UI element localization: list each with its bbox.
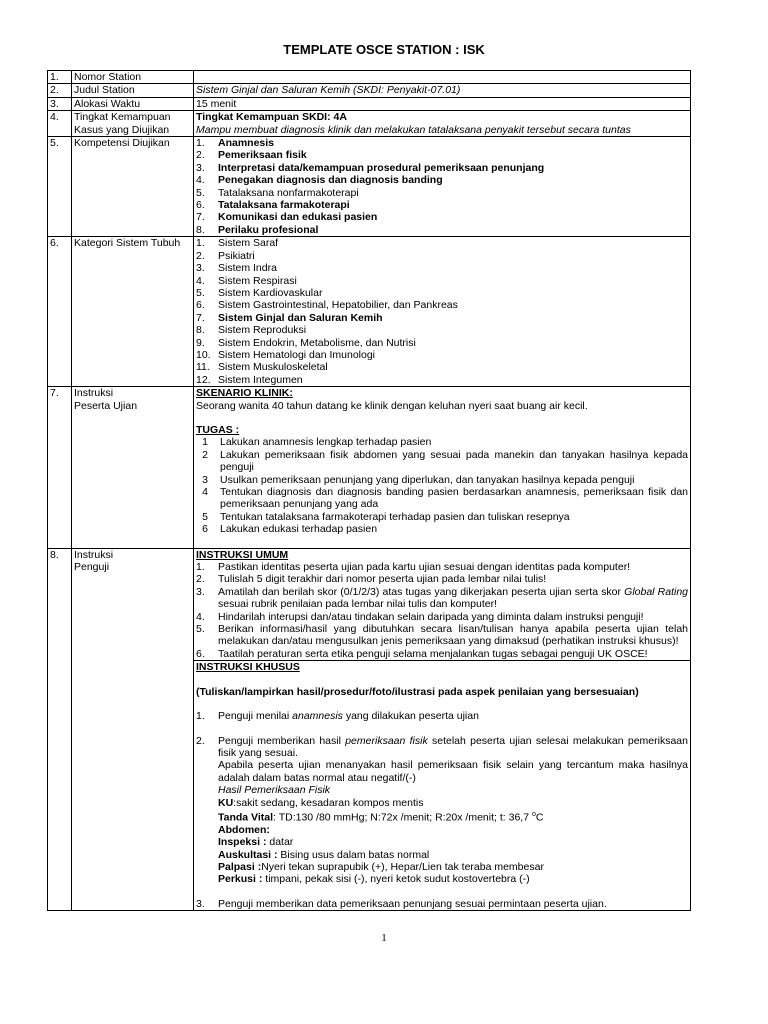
row-number: 8. xyxy=(48,548,72,911)
list-item xyxy=(196,250,688,262)
list-item xyxy=(196,337,688,349)
hasil-pemeriksaan-heading: Hasil Pemeriksaan Fisik xyxy=(218,784,331,797)
item-text: Penguji memberikan data pemeriksaan penunjang sesuai permintaan peserta ujian. xyxy=(218,897,607,910)
item-text-extra: Apabila peserta ujian menanyakan hasil pemeriksaan fisik selain yang tercantum maka hasilnya adalah dalam batas normal atau negatif/(-) xyxy=(218,759,688,784)
item-number: 5. xyxy=(196,623,205,636)
palpasi-line: Palpasi :Nyeri tekan suprapubik (+), Hepar/Lien tak teraba membesar xyxy=(218,861,544,874)
row-label-line2: Penguji xyxy=(74,561,110,574)
list-item xyxy=(196,211,688,223)
perkusi-line: Perkusi : timpani, pekak sisi (-), nyeri ketok sudut kostovertebra (-) xyxy=(218,873,530,886)
list-item xyxy=(196,361,688,373)
item-number: 8. xyxy=(196,223,205,236)
osce-station-table xyxy=(47,70,691,911)
item-number: 1. xyxy=(196,710,205,723)
list-item xyxy=(196,449,688,474)
item-number: 2 xyxy=(202,448,208,461)
row-number: 7. xyxy=(48,387,72,548)
page-number: 1 xyxy=(381,932,387,944)
list-item xyxy=(196,561,688,573)
item-number: 8. xyxy=(196,324,205,337)
item-number: 6 xyxy=(202,523,208,536)
item-number: 6. xyxy=(196,299,205,312)
list-item xyxy=(196,149,688,161)
item-text: Amatilah dan berilah skor (0/1/2/3) atas tugas yang dikerjakan peserta ujian serta skor Global Rating sesuai rubrik penilaian pada lembar nilai tulis dan komputer! xyxy=(218,585,688,611)
item-text: Sistem Hematologi dan Imunologi xyxy=(218,348,375,361)
item-number: 1 xyxy=(202,436,208,449)
list-item xyxy=(196,262,688,274)
table-row xyxy=(48,548,691,661)
list-item xyxy=(196,287,688,299)
list-item xyxy=(196,312,688,324)
list-item xyxy=(196,162,688,174)
row-number: 6. xyxy=(48,237,72,387)
item-text: Berikan informasi/hasil yang dibutuhkan secara lisan/tulisan hanya apabila peserta ujian telah melakukan dan/atau mengusulkan jenis pemeriksaan yang dimaksud (perhatikan instruksi khusus)! xyxy=(218,623,688,648)
item-text: Lakukan edukasi terhadap pasien xyxy=(220,523,378,536)
tugas-list xyxy=(196,436,688,535)
item-number: 3. xyxy=(196,585,205,598)
item-number: 7. xyxy=(196,311,205,324)
item-number: 2. xyxy=(196,573,205,586)
item-text: Psikiatri xyxy=(218,249,255,262)
item-number: 1. xyxy=(196,561,205,574)
item-text: Tatalaksana nonfarmakoterapi xyxy=(218,186,359,199)
item-text: Hindarilah interupsi dan/atau tindakan selain daripada yang diminta dalam instruksi penguji! xyxy=(218,610,644,623)
list-item xyxy=(196,586,688,611)
row-number: 3. xyxy=(48,97,72,110)
item-text: Sistem Ginjal dan Saluran Kemih xyxy=(218,311,383,324)
skdi-description: Mampu membuat diagnosis klinik dan melakukan tatalaksana penyakit tersebut secara tuntas xyxy=(196,123,631,136)
item-number: 5. xyxy=(196,286,205,299)
list-item xyxy=(196,511,688,523)
list-item xyxy=(196,275,688,287)
item-text: Tatalaksana farmakoterapi xyxy=(218,199,350,212)
skenario-heading: SKENARIO KLINIK: xyxy=(196,387,293,400)
item-number: 3. xyxy=(196,897,205,910)
table-row xyxy=(48,97,691,110)
row-value xyxy=(194,111,691,137)
item-text: Sistem Integumen xyxy=(218,373,303,386)
item-number: 4. xyxy=(196,274,205,287)
item-number: 6. xyxy=(196,647,205,660)
item-text: Sistem Saraf xyxy=(218,237,279,250)
row-number: 4. xyxy=(48,111,72,137)
item-number: 1. xyxy=(196,237,205,250)
list-item xyxy=(196,299,688,311)
item-text: Penegakan diagnosis dan diagnosis banding xyxy=(218,174,443,187)
row-number: 2. xyxy=(48,84,72,97)
item-text: Sistem Indra xyxy=(218,262,277,275)
list-item xyxy=(196,623,688,648)
list-item xyxy=(196,735,688,886)
item-number: 4 xyxy=(202,486,208,498)
row-label-line2: Peserta Ujian xyxy=(74,399,138,412)
item-text: Pemeriksaan fisik xyxy=(218,149,307,162)
kompetensi-list xyxy=(194,137,691,237)
row-label: Kategori Sistem Tubuh xyxy=(72,237,194,387)
item-number: 7. xyxy=(196,211,205,224)
item-text: Sistem Gastrointestinal, Hepatobilier, dan Pankreas xyxy=(218,299,458,312)
list-item xyxy=(196,237,688,249)
item-text: Komunikasi dan edukasi pasien xyxy=(218,211,378,224)
abdomen-heading: Abdomen: xyxy=(218,823,270,836)
table-row xyxy=(48,137,691,237)
item-number: 2. xyxy=(196,249,205,262)
row-label xyxy=(72,548,194,911)
row-label xyxy=(72,387,194,548)
list-item xyxy=(196,898,688,910)
list-item xyxy=(196,174,688,186)
instruksi-umum-cell xyxy=(194,548,691,661)
item-text: Anamnesis xyxy=(218,137,275,150)
instruksi-umum-heading: INSTRUKSI UMUM xyxy=(196,548,289,561)
row-label-line1: Instruksi xyxy=(74,548,114,561)
item-number: 5. xyxy=(196,186,205,199)
table-row xyxy=(48,387,691,548)
item-text: Sistem Endokrin, Metabolisme, dan Nutrisi xyxy=(218,336,416,349)
list-item xyxy=(196,349,688,361)
item-number: 2. xyxy=(196,734,205,747)
tugas-heading: TUGAS : xyxy=(196,423,240,436)
item-text: Lakukan anamnesis lengkap terhadap pasien xyxy=(220,436,432,449)
list-item xyxy=(196,224,688,236)
table-row xyxy=(48,237,691,387)
list-item xyxy=(196,187,688,199)
row-label: Kompetensi Diujikan xyxy=(72,137,194,237)
tanda-vital-line: Tanda Vital: TD:130 /80 mmHg; N:72x /menit; R:20x /menit; t: 36,7 $^o$C xyxy=(218,810,544,824)
item-number: 3. xyxy=(196,262,205,275)
item-number: 3 xyxy=(202,473,208,486)
item-number: 4. xyxy=(196,610,205,623)
list-item xyxy=(196,486,688,511)
item-number: 4. xyxy=(196,174,205,187)
item-text: Perilaku profesional xyxy=(218,223,319,236)
item-number: 11. xyxy=(196,361,210,374)
row-label: Nomor Station xyxy=(72,71,194,84)
item-text: Sistem Kardiovaskular xyxy=(218,286,323,299)
list-item xyxy=(196,573,688,585)
item-number: 1. xyxy=(196,137,205,150)
row-label: Tingkat Kemampuan Kasus yang Diujikan xyxy=(72,111,194,137)
row-value: 15 menit xyxy=(194,97,691,110)
item-text: Usulkan pemeriksaan penunjang yang diperlukan, dan tanyakan hasilnya kepada penguji xyxy=(220,473,635,486)
ku-line: KU:sakit sedang, kesadaran kompos mentis xyxy=(218,796,424,809)
item-number: 5 xyxy=(202,510,208,523)
item-text: Lakukan pemeriksaan fisik abdomen yang sesuai pada manekin dan tanyakan hasilnya kepada penguji xyxy=(220,448,688,474)
skenario-cell xyxy=(194,387,691,548)
table-row xyxy=(48,71,691,84)
item-text: Taatilah peraturan serta etika penguji selama menjalankan tugas sebagai penguji UK OSCE! xyxy=(218,647,648,660)
table-row xyxy=(48,111,691,137)
inspeksi-line: Inspeksi : datar xyxy=(218,836,294,849)
item-number: 3. xyxy=(196,161,205,174)
list-item xyxy=(196,611,688,623)
instruksi-khusus-subheading: (Tuliskan/lampirkan hasil/prosedur/foto/ilustrasi pada aspek penilaian yang bersesuaian) xyxy=(196,685,639,698)
document-title: TEMPLATE OSCE STATION : ISK xyxy=(283,42,485,57)
row-label: Judul Station xyxy=(72,84,194,97)
item-text: Pastikan identitas peserta ujian pada kartu ujian sesuai dengan identitas pada komputer! xyxy=(218,561,631,574)
item-number: 12. xyxy=(196,373,211,386)
row-number: 5. xyxy=(48,137,72,237)
instruksi-umum-list xyxy=(196,561,688,660)
list-item xyxy=(196,523,688,535)
list-item xyxy=(196,436,688,448)
list-item xyxy=(196,648,688,660)
table-row xyxy=(48,84,691,97)
item-text: Penguji memberikan hasil pemeriksaan fisik setelah peserta ujian selesai melakukan pemeriksaan fisik yang sesuai. Apabila peserta ujian menanyakan hasil pemeriksaan fisik selain yang tercantum maka hasilnya adalah dalam batas normal atau negatif/(-) Hasil Pemeriksaan Fisik KU:sakit sedang, kesadaran kompos mentis Tanda Vital: TD:130 /80 mmHg; N:72x /menit; R:20x /menit; t: 36,7 $^o$C Abdomen: Inspeksi : datar Auskultasi : Bising usus dalam batas normal Palpasi :Nyeri tekan suprapubik (+), Hepar/Lien tak teraba membesar Perkusi : timpani, pekak sisi (-), nyeri ketok sudut kostovertebra (-) xyxy=(218,734,688,886)
item-text: Sistem Reproduksi xyxy=(218,324,307,337)
row-number: 1. xyxy=(48,71,72,84)
list-item xyxy=(196,324,688,336)
instruksi-khusus-cell xyxy=(194,661,691,911)
list-item xyxy=(196,474,688,486)
skenario-text: Seorang wanita 40 tahun datang ke klinik dengan keluhan nyeri saat buang air kecil. xyxy=(196,399,588,412)
item-number: 2. xyxy=(196,149,205,162)
item-text: Tentukan diagnosis dan diagnosis banding pasien berdasarkan anamnesis, pemeriksaan fisik dan pemeriksaan penunjang yang ada xyxy=(220,486,688,511)
sistem-list xyxy=(194,237,691,387)
skdi-level: Tingkat Kemampuan SKDI: 4A xyxy=(196,111,347,124)
row-label-line1: Instruksi xyxy=(74,387,114,400)
auskultasi-line: Auskultasi : Bising usus dalam batas normal xyxy=(218,848,430,861)
list-item xyxy=(196,199,688,211)
list-item xyxy=(196,374,688,386)
item-number: 9. xyxy=(196,336,205,349)
list-item xyxy=(196,710,688,722)
item-text: Tentukan tatalaksana farmakoterapi terhadap pasien dan tuliskan resepnya xyxy=(220,510,570,523)
item-number: 10. xyxy=(196,348,211,361)
list-item xyxy=(196,137,688,149)
instruksi-khusus-heading: INSTRUKSI KHUSUS xyxy=(196,661,300,674)
row-value xyxy=(194,71,691,84)
item-number: 6. xyxy=(196,199,205,212)
item-text: Sistem Respirasi xyxy=(218,274,297,287)
row-value: Sistem Ginjal dan Saluran Kemih (SKDI: Penyakit-07.01) xyxy=(194,84,691,97)
item-text: Interpretasi data/kemampuan prosedural pemeriksaan penunjang xyxy=(218,161,545,174)
row-label: Alokasi Waktu xyxy=(72,97,194,110)
item-text: Penguji menilai anamnesis yang dilakukan peserta ujian xyxy=(218,710,479,723)
item-text: Sistem Muskuloskeletal xyxy=(218,361,328,374)
item-text: Tulislah 5 digit terakhir dari nomor peserta ujian pada lembar nilai tulis! xyxy=(218,573,547,586)
